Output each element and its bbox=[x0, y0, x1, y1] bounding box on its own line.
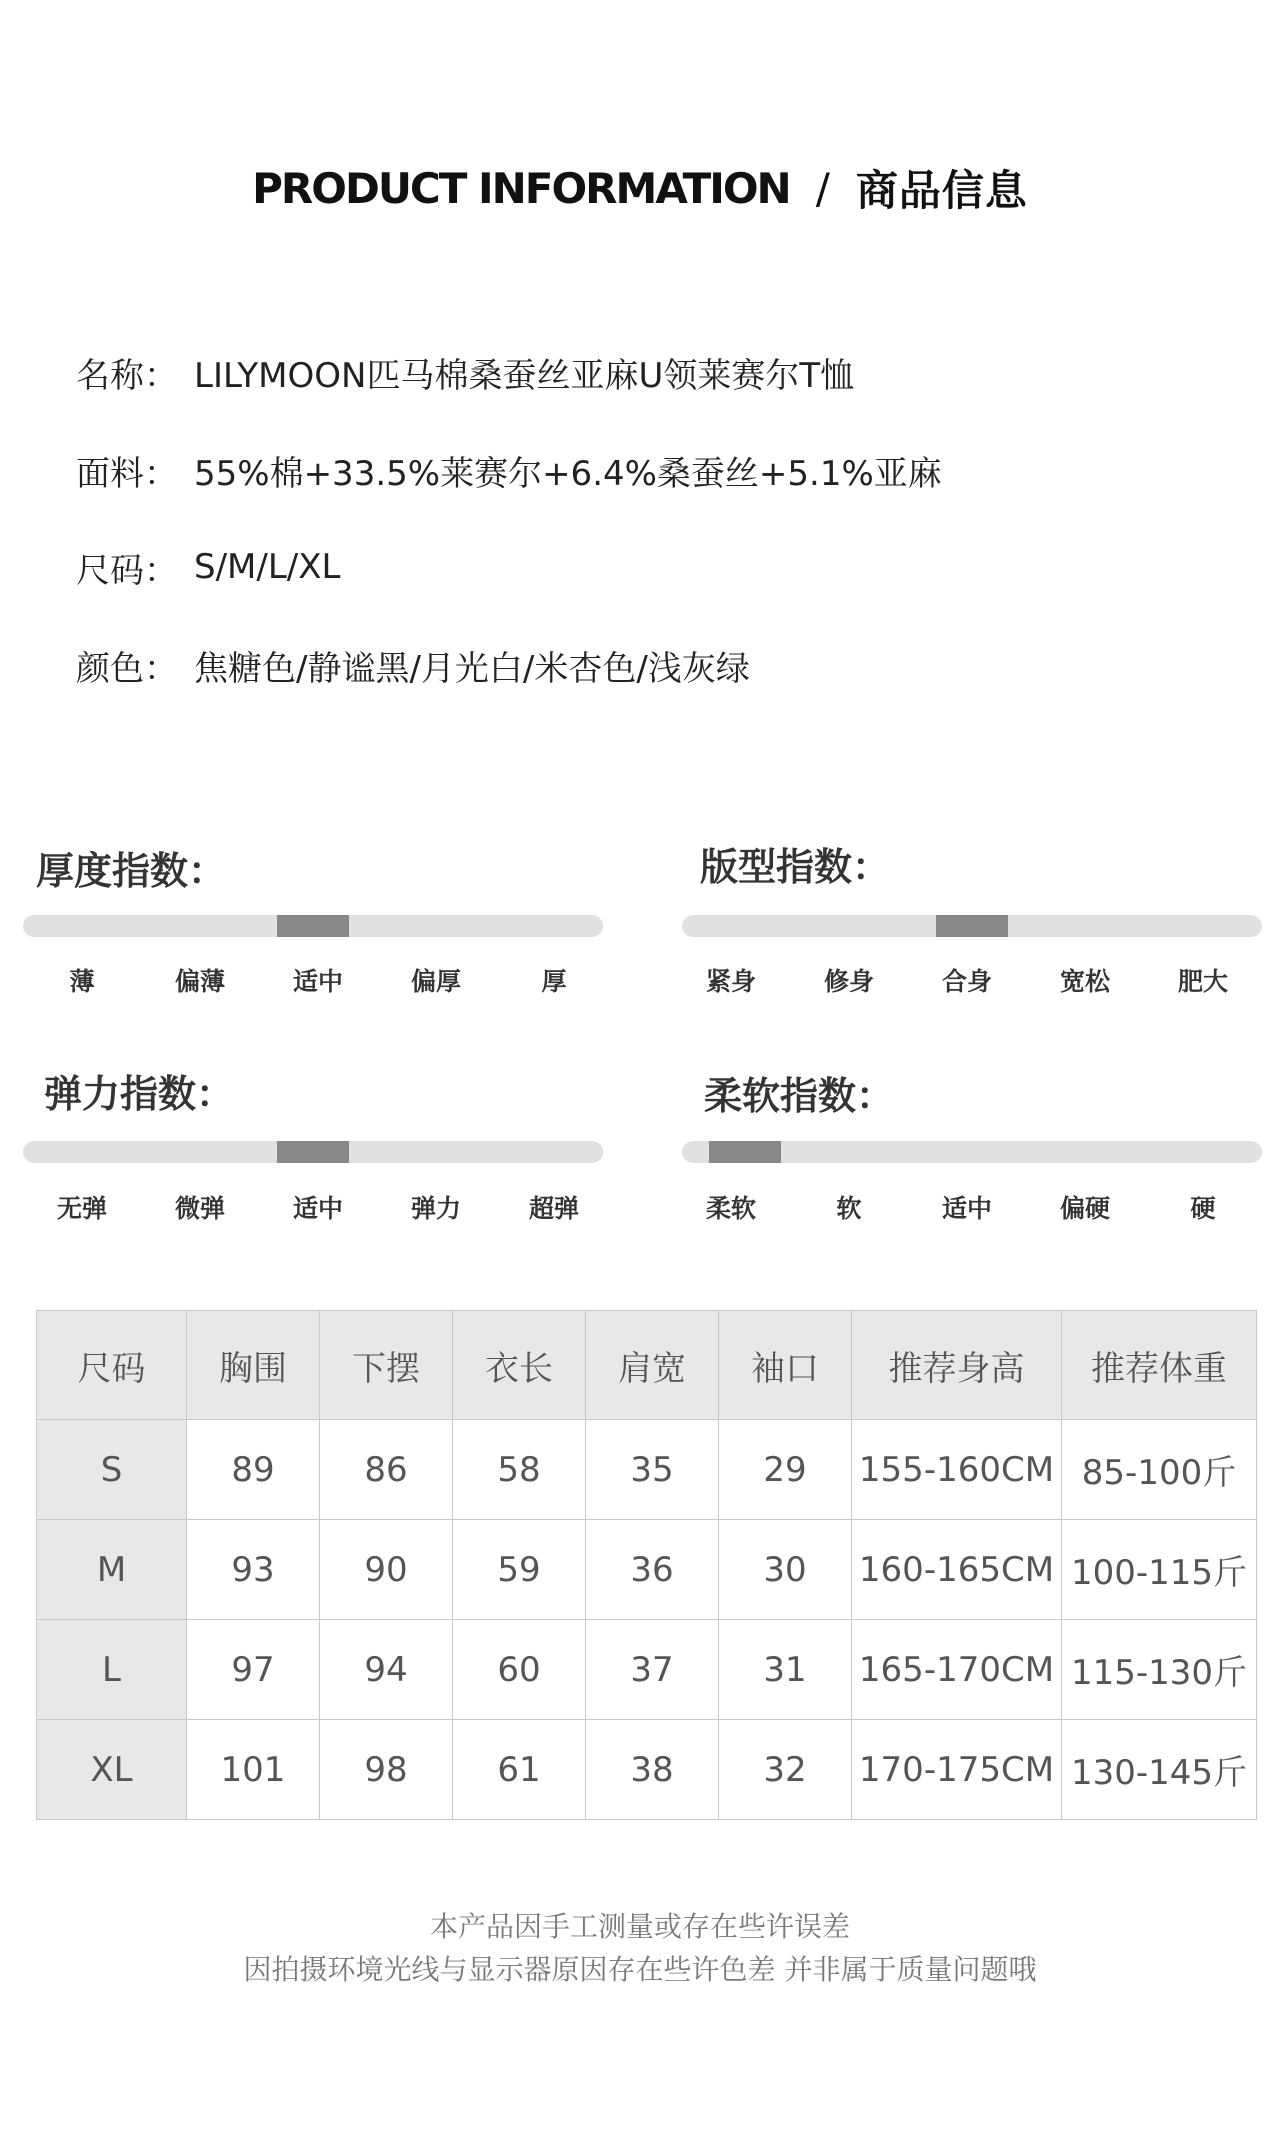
level-label: 适中 bbox=[292, 1194, 343, 1223]
header-cell: 袖口 bbox=[719, 1311, 852, 1420]
table-cell: 90 bbox=[320, 1520, 453, 1620]
fit-index-bar bbox=[682, 915, 1262, 937]
info-label: 名称： bbox=[76, 355, 178, 396]
table-cell: 100-115斤 bbox=[1062, 1520, 1257, 1620]
note-measurement: 本产品因手工测量或存在些许误差 bbox=[429, 1910, 850, 1943]
info-color-row bbox=[76, 640, 750, 690]
table-cell: 160-165CM bbox=[852, 1520, 1062, 1620]
level-label: 软 bbox=[836, 1194, 862, 1223]
table-cell: 115-130斤 bbox=[1062, 1620, 1257, 1720]
title-separator: / bbox=[815, 163, 830, 213]
info-value: 55%棉+33.5%莱赛尔+6.4%桑蚕丝+5.1%亚麻 bbox=[194, 453, 942, 494]
table-row bbox=[37, 1520, 1257, 1620]
size-cell: M bbox=[37, 1520, 187, 1620]
info-value: 焦糖色/静谧黑/月光白/米杏色/浅灰绿 bbox=[194, 648, 750, 689]
thickness-index-bar bbox=[23, 915, 603, 937]
thickness-index-marker bbox=[277, 915, 349, 937]
thickness-index-title: 厚度指数： bbox=[36, 849, 227, 893]
level-label: 偏厚 bbox=[410, 967, 461, 996]
elasticity-index-marker bbox=[277, 1141, 349, 1163]
table-cell: 60 bbox=[453, 1620, 586, 1720]
table-cell: 59 bbox=[453, 1520, 586, 1620]
level-label: 紧身 bbox=[705, 967, 756, 996]
elasticity-index-title: 弹力指数： bbox=[44, 1072, 235, 1116]
table-cell: 130-145斤 bbox=[1062, 1720, 1257, 1820]
table-cell: 98 bbox=[320, 1720, 453, 1820]
size-cell: S bbox=[37, 1420, 187, 1520]
table-row bbox=[37, 1420, 1257, 1520]
level-label: 厚 bbox=[541, 967, 567, 996]
info-label: 颜色： bbox=[76, 648, 178, 689]
level-label: 硬 bbox=[1190, 1194, 1216, 1223]
table-cell: 170-175CM bbox=[852, 1720, 1062, 1820]
header-cell: 推荐体重 bbox=[1062, 1311, 1257, 1420]
info-size-row bbox=[76, 542, 340, 592]
table-cell: 31 bbox=[719, 1620, 852, 1720]
table-cell: 30 bbox=[719, 1520, 852, 1620]
fit-index-marker bbox=[936, 915, 1008, 937]
size-cell: XL bbox=[37, 1720, 187, 1820]
table-cell: 85-100斤 bbox=[1062, 1420, 1257, 1520]
softness-index-title: 柔软指数： bbox=[704, 1074, 895, 1118]
header-cell: 胸围 bbox=[187, 1311, 320, 1420]
table-cell: 101 bbox=[187, 1720, 320, 1820]
table-cell: 165-170CM bbox=[852, 1620, 1062, 1720]
fit-index-title: 版型指数： bbox=[700, 845, 891, 889]
level-label: 合身 bbox=[941, 967, 992, 996]
table-row bbox=[37, 1720, 1257, 1820]
level-label: 偏硬 bbox=[1059, 1194, 1110, 1223]
level-label: 弹力 bbox=[410, 1194, 461, 1223]
title-cn: 商品信息 bbox=[855, 166, 1028, 215]
table-cell: 37 bbox=[586, 1620, 719, 1720]
header-cell: 尺码 bbox=[37, 1311, 187, 1420]
level-label: 柔软 bbox=[705, 1194, 756, 1223]
level-label: 超弹 bbox=[528, 1194, 579, 1223]
table-cell: 36 bbox=[586, 1520, 719, 1620]
table-cell: 155-160CM bbox=[852, 1420, 1062, 1520]
info-label: 尺码： bbox=[76, 550, 178, 591]
info-value: S/M/L/XL bbox=[194, 547, 341, 587]
table-cell: 38 bbox=[586, 1720, 719, 1820]
softness-index-levels bbox=[672, 1190, 1262, 1224]
level-label: 适中 bbox=[292, 967, 343, 996]
header-cell: 衣长 bbox=[453, 1311, 586, 1420]
table-cell: 94 bbox=[320, 1620, 453, 1720]
table-cell: 89 bbox=[187, 1420, 320, 1520]
level-label: 修身 bbox=[823, 967, 874, 996]
info-label: 面料： bbox=[76, 453, 178, 494]
table-cell: 29 bbox=[719, 1420, 852, 1520]
header-cell: 下摆 bbox=[320, 1311, 453, 1420]
table-cell: 32 bbox=[719, 1720, 852, 1820]
softness-index-bar bbox=[682, 1141, 1262, 1163]
table-cell: 58 bbox=[453, 1420, 586, 1520]
level-label: 无弹 bbox=[56, 1194, 107, 1223]
header-cell: 肩宽 bbox=[586, 1311, 719, 1420]
size-cell: L bbox=[37, 1620, 187, 1720]
level-label: 宽松 bbox=[1059, 967, 1110, 996]
elasticity-index-levels bbox=[23, 1190, 613, 1224]
fit-index-levels bbox=[672, 963, 1262, 997]
table-cell: 93 bbox=[187, 1520, 320, 1620]
level-label: 微弹 bbox=[174, 1194, 225, 1223]
header-cell: 推荐身高 bbox=[852, 1311, 1062, 1420]
table-cell: 86 bbox=[320, 1420, 453, 1520]
level-label: 偏薄 bbox=[174, 967, 225, 996]
level-label: 适中 bbox=[941, 1194, 992, 1223]
page-title bbox=[0, 148, 1280, 228]
elasticity-index-bar bbox=[23, 1141, 603, 1163]
title-en: PRODUCT INFORMATION bbox=[252, 163, 790, 213]
table-row bbox=[37, 1620, 1257, 1720]
table-cell: 97 bbox=[187, 1620, 320, 1720]
info-value: LILYMOON匹马棉桑蚕丝亚麻U领莱赛尔T恤 bbox=[194, 355, 855, 396]
level-label: 肥大 bbox=[1177, 967, 1228, 996]
table-cell: 61 bbox=[453, 1720, 586, 1820]
level-label: 薄 bbox=[69, 967, 95, 996]
thickness-index-levels bbox=[23, 963, 613, 997]
table-cell: 35 bbox=[586, 1420, 719, 1520]
info-name-row bbox=[76, 347, 854, 397]
info-fabric-row bbox=[76, 445, 942, 495]
size-table bbox=[36, 1310, 1257, 1820]
softness-index-marker bbox=[709, 1141, 781, 1163]
table-header-row bbox=[37, 1311, 1257, 1420]
note-color-difference: 因拍摄环境光线与显示器原因存在些许色差 并非属于质量问题哦 bbox=[243, 1953, 1037, 1986]
